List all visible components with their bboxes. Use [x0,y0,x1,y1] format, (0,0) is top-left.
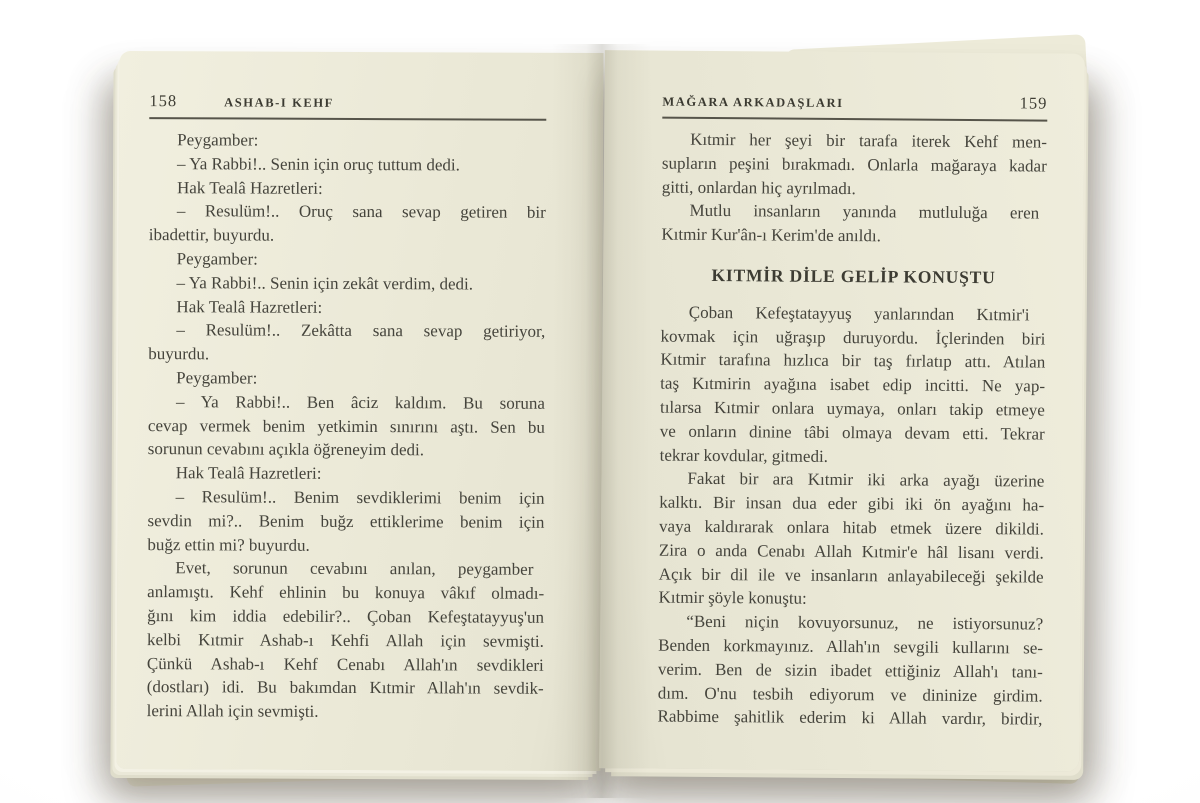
text-line [149,271,546,297]
text-line [147,652,544,678]
text-line-content: – Resulüm!.. Zekâtta sana sevap getiriyor, [176,320,546,342]
text-line [662,128,1047,155]
page-header-right [662,91,1047,122]
text-line-content: Peygamber: [176,368,258,388]
text-line-content: Hak Tealâ Hazretleri: [176,177,323,198]
text-line [658,681,1043,708]
paragraph [148,366,545,392]
text-line-content: taş Kıtmirin ayağına isabet edip incitti. Ne yap- [660,373,1046,396]
text-line [147,580,544,606]
text-line-content: ğını kim iddia edebilir?.. Çoban Kefeştatayyuş'un [147,606,545,627]
text-line [147,675,544,701]
page-header-left [149,91,546,121]
text-line [148,461,545,487]
text-column-right [657,128,1047,732]
section-heading: KITMİR DİLE GELİP KONUŞTU [711,264,996,288]
paragraph [657,610,1043,732]
text-line [662,175,1047,202]
text-line-content: Zira o anda Cenabı Allah Kıtmir'e hâl lisanı verdi. [658,540,1044,563]
text-line-content: dım. O'nu tesbih ediyorum ve dininize girdim. [657,683,1043,706]
text-line-content: Çünkü Ashab-ı Kehf Cenabı Allah'ın sevdikleri [146,653,544,675]
text-line [661,199,1046,226]
text-line-content: sevdin mi?.. Benim buğz ettiklerime benim için [147,510,545,532]
text-line [660,372,1045,399]
text-line [661,300,1046,327]
text-line-content: Rabbime şahitlik ederim ki Allah vardır, birdir, [657,706,1043,729]
page-number-left: 158 [149,91,178,111]
text-line [659,515,1044,542]
paragraph [661,199,1046,250]
paragraph [148,295,545,321]
paragraph [149,128,546,154]
text-line-content: kelbi Kıtmir Ashab-ı Kehfi Allah için sevmişti. [146,629,544,651]
text-column-left [147,128,547,725]
text-line-content: Açık bir dil ile ve insanların anlayabileceği şekilde [658,564,1044,587]
paragraph [149,176,546,202]
text-line [148,295,545,321]
text-line-content: – Resulüm!.. Oruç sana sevap getiren bir [176,201,546,223]
text-line-content: Hak Tealâ Hazretleri: [175,463,322,483]
text-line [148,318,545,344]
text-line-content: Benden korkmayınız. Allah'ın sevgili kullarını se- [658,635,1044,658]
text-line [659,491,1044,518]
text-line [149,223,546,249]
paragraph [147,485,544,558]
text-line-content: – Resulüm!.. Benim sevdiklerimi benim için [175,487,545,508]
text-line [149,152,546,178]
text-line [658,657,1043,684]
text-line-content: – Ya Rabbi!.. Senin için oruç tuttum dedi. [177,153,460,175]
text-line [657,705,1042,732]
text-line-content: Kıtmir şöyle konuştu: [658,587,807,609]
page-number-right: 159 [1019,93,1048,113]
text-line-content: buyurdu. [148,344,210,364]
text-line [149,199,546,225]
text-line-content: Peygamber: [177,130,259,150]
text-line [148,485,545,511]
text-line-content: kovmak için uğraşıp duruyordu. İçlerinden biri [660,326,1046,349]
text-line-content: ibadettir, buyurdu. [148,225,275,245]
paragraph [149,199,546,248]
text-line [660,396,1045,423]
text-line [147,628,544,654]
text-line-content: tekrar kovdular, gitmedi. [659,445,829,466]
text-line-content: lerini Allah için sevmişti. [146,701,319,721]
text-line [149,176,546,202]
paragraph [148,390,545,463]
text-line [148,366,545,392]
text-line-content: anlamıştı. Kehf ehlinin bu konuya vâkıf olmadı- [147,582,545,603]
text-line [147,509,544,535]
text-line-content: – Ya Rabbi!.. Ben âciz kaldım. Bu soruna [175,391,545,413]
text-line-content: Çoban Kefeştatayyuş yanlarından Kıtmir'i [688,302,1030,325]
text-line-content: Peygamber: [176,249,258,269]
text-line [659,538,1044,565]
running-head-left: ASHAB-I KEHF [224,95,334,110]
paragraph [148,318,545,367]
text-line [149,128,546,154]
text-line [148,414,545,440]
text-line-content: – Ya Rabbi!.. Senin için zekât verdim, dedi. [176,272,474,294]
text-line [659,562,1044,589]
text-line-content: tılarsa Kıtmir onlara uymaya, onları takip etmeye [659,397,1045,420]
text-line [148,342,545,368]
text-line [148,437,545,463]
text-line-content: Evet, sorunun cevabını anılan, peygamber [175,558,534,580]
text-line [661,223,1046,250]
text-line [658,610,1043,637]
text-line [660,324,1045,351]
running-head-right: MAĞARA ARKADAŞLARI [662,94,844,111]
text-line-content: “Beni niçin kovuyorsunuz, ne istiyorsunuz? [686,611,1044,634]
text-line [662,151,1047,178]
text-line [658,586,1043,613]
text-line-content: vaya kaldırarak onlara hitab etmek üzere dikildi. [659,516,1044,539]
text-line-content: Kıtmir tarafına hızlıca bir taş fırlatıp attı. Atılan [660,349,1046,372]
text-line-content: Fakat bir ara Kıtmir iki arka ayağı üzerine [687,469,1045,491]
text-line [147,699,544,725]
text-line [147,604,544,630]
text-line [658,634,1043,661]
text-line [149,247,546,273]
book-page-left [116,51,603,771]
text-line [659,467,1044,494]
paragraph [149,247,546,273]
text-line [660,419,1045,446]
text-line [147,556,544,582]
text-line-content: Kıtmir her şeyi bir tarafa iterek Kehf men- [690,129,1048,152]
text-line-content: gitti, onlardan hiç ayrılmadı. [661,177,856,198]
text-line-content: cevap vermek benim yetkimin sınırını aştı. Sen bu [147,415,545,437]
text-line-content: ve onların dinine tâbi olmaya devam etti. Tekrar [659,421,1045,444]
text-line-content: Hak Tealâ Hazretleri: [176,296,323,317]
text-line [147,533,544,559]
text-line-content: sorunun cevabını açıkla öğreneyim dedi. [147,439,425,460]
text-line-content: verim. Ben de sizin ibadet ettiğiniz Allah'ı tanı- [657,659,1043,682]
book-page-right [599,50,1085,772]
text-line-content: kalktı. Bir insan dua eder gibi iki ön ayağını ha- [659,492,1045,515]
text-line-content: Mutlu insanların yanında mutluluğa eren [689,201,1040,223]
text-line-content: supların peşini bırakmadı. Onlarla mağaraya kadar [661,153,1047,176]
paragraph [149,152,546,178]
paragraph [660,300,1046,470]
text-line-content: Kıtmir Kur'ân-ı Kerim'de anıldı. [661,224,881,246]
open-book [118,52,1082,770]
paragraph [658,467,1044,613]
text-line [660,443,1045,470]
text-line-content: buğz ettin mi? buyurdu. [147,534,310,555]
text-line [148,390,545,416]
text-line-content: (dostları) idi. Bu bakımdan Kıtmir Allah'ın sevdik- [146,677,544,699]
text-line [660,348,1045,375]
paragraph [662,128,1048,202]
paragraph [147,556,545,724]
paragraph [148,461,545,487]
paragraph [149,271,546,297]
